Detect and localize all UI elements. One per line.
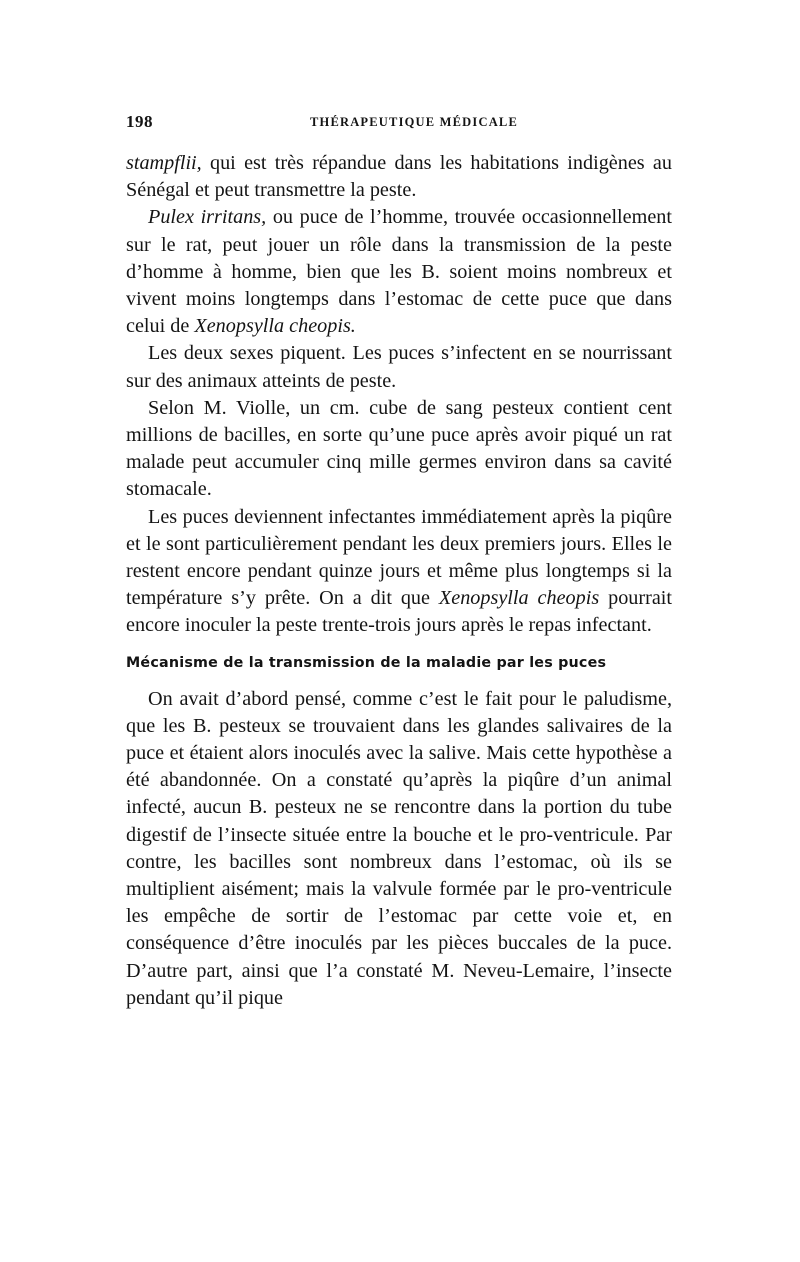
paragraph-text: Les deux sexes piquent. Les puces s’infectent en se nourrissant sur des animaux atteints de peste. xyxy=(126,342,672,392)
section-heading: Mécanisme de la transmission de la maladie par les puces xyxy=(126,654,607,671)
paragraph-infectantes xyxy=(126,504,672,640)
paragraph-stampflii xyxy=(126,150,672,204)
page-header xyxy=(126,112,672,142)
running-title: THÉRAPEUTIQUE MÉDICALE xyxy=(309,115,519,129)
species-name-xenopsylla-cheopis: Xenopsylla cheopis. xyxy=(194,315,356,338)
species-name-xenopsylla-cheopis: Xenopsylla cheopis xyxy=(438,587,600,610)
paragraph-sexes xyxy=(126,340,672,394)
paragraph-text: Selon M. Violle, un cm. cube de sang pesteux contient cent millions de bacilles, en sorte qu’une puce après avoir piqué un rat malade peut accumuler cinq mille germes environ dans sa cavité stomacale. xyxy=(126,396,672,501)
paragraph-mecanisme xyxy=(126,686,672,1012)
book-page xyxy=(126,112,672,1012)
paragraph-pulex-irritans xyxy=(126,204,672,340)
species-name-pulex-irritans: Pulex irritans, xyxy=(148,206,267,229)
page-number: 198 xyxy=(126,112,153,131)
paragraph-text: On avait d’abord pensé, comme c’est le fait pour le paludisme, que les B. pesteux se trouvaient dans les glandes salivaires de la puce et étaient alors inoculés avec la salive. Mais cette hypothèse a été abandonnée. On a constaté qu’après la piqûre d’un animal infecté, aucun B. pesteux ne se rencontre dans la portion du tube digestif de l’insecte située entre la bouche et le pro-ventricule. Par contre, les bacilles sont nombreux dans l’estomac, où ils se multiplient aisément; mais la valvule formée par le pro-ventricule les empêche de sortir de l’estomac par cette voie et, en conséquence d’être inoculés par les pièces buccales de la puce. D’autre part, ainsi que l’a constaté M. Neveu-Lemaire, l’insecte pendant qu’il pique xyxy=(126,687,672,1009)
paragraph-text: pourrait encore inoculer la peste trente-trois jours après le repas infectant. xyxy=(126,587,672,637)
paragraph-text: Les puces deviennent infectantes immédiatement après la piqûre et le sont particulièrement pendant les deux premiers jours. Elles le restent encore pendant quinze jours et même plus longtemps si la température s’y prête. On a dit que xyxy=(126,505,672,610)
species-name-stampflii: stampflii, xyxy=(126,152,202,174)
paragraph-text: ou puce de l’homme, trouvée occasionnellement sur le rat, peut jouer un rôle dans la transmission de la peste d’homme à homme, bien que les B. soient moins nombreux et vivent moins longtemps dans l’estomac de cette puce que dans celui de xyxy=(126,206,672,338)
paragraph-violle xyxy=(126,395,672,504)
paragraph-text: qui est très répandue dans les habitations indigènes au Sénégal et peut transmettre la peste. xyxy=(126,152,672,202)
